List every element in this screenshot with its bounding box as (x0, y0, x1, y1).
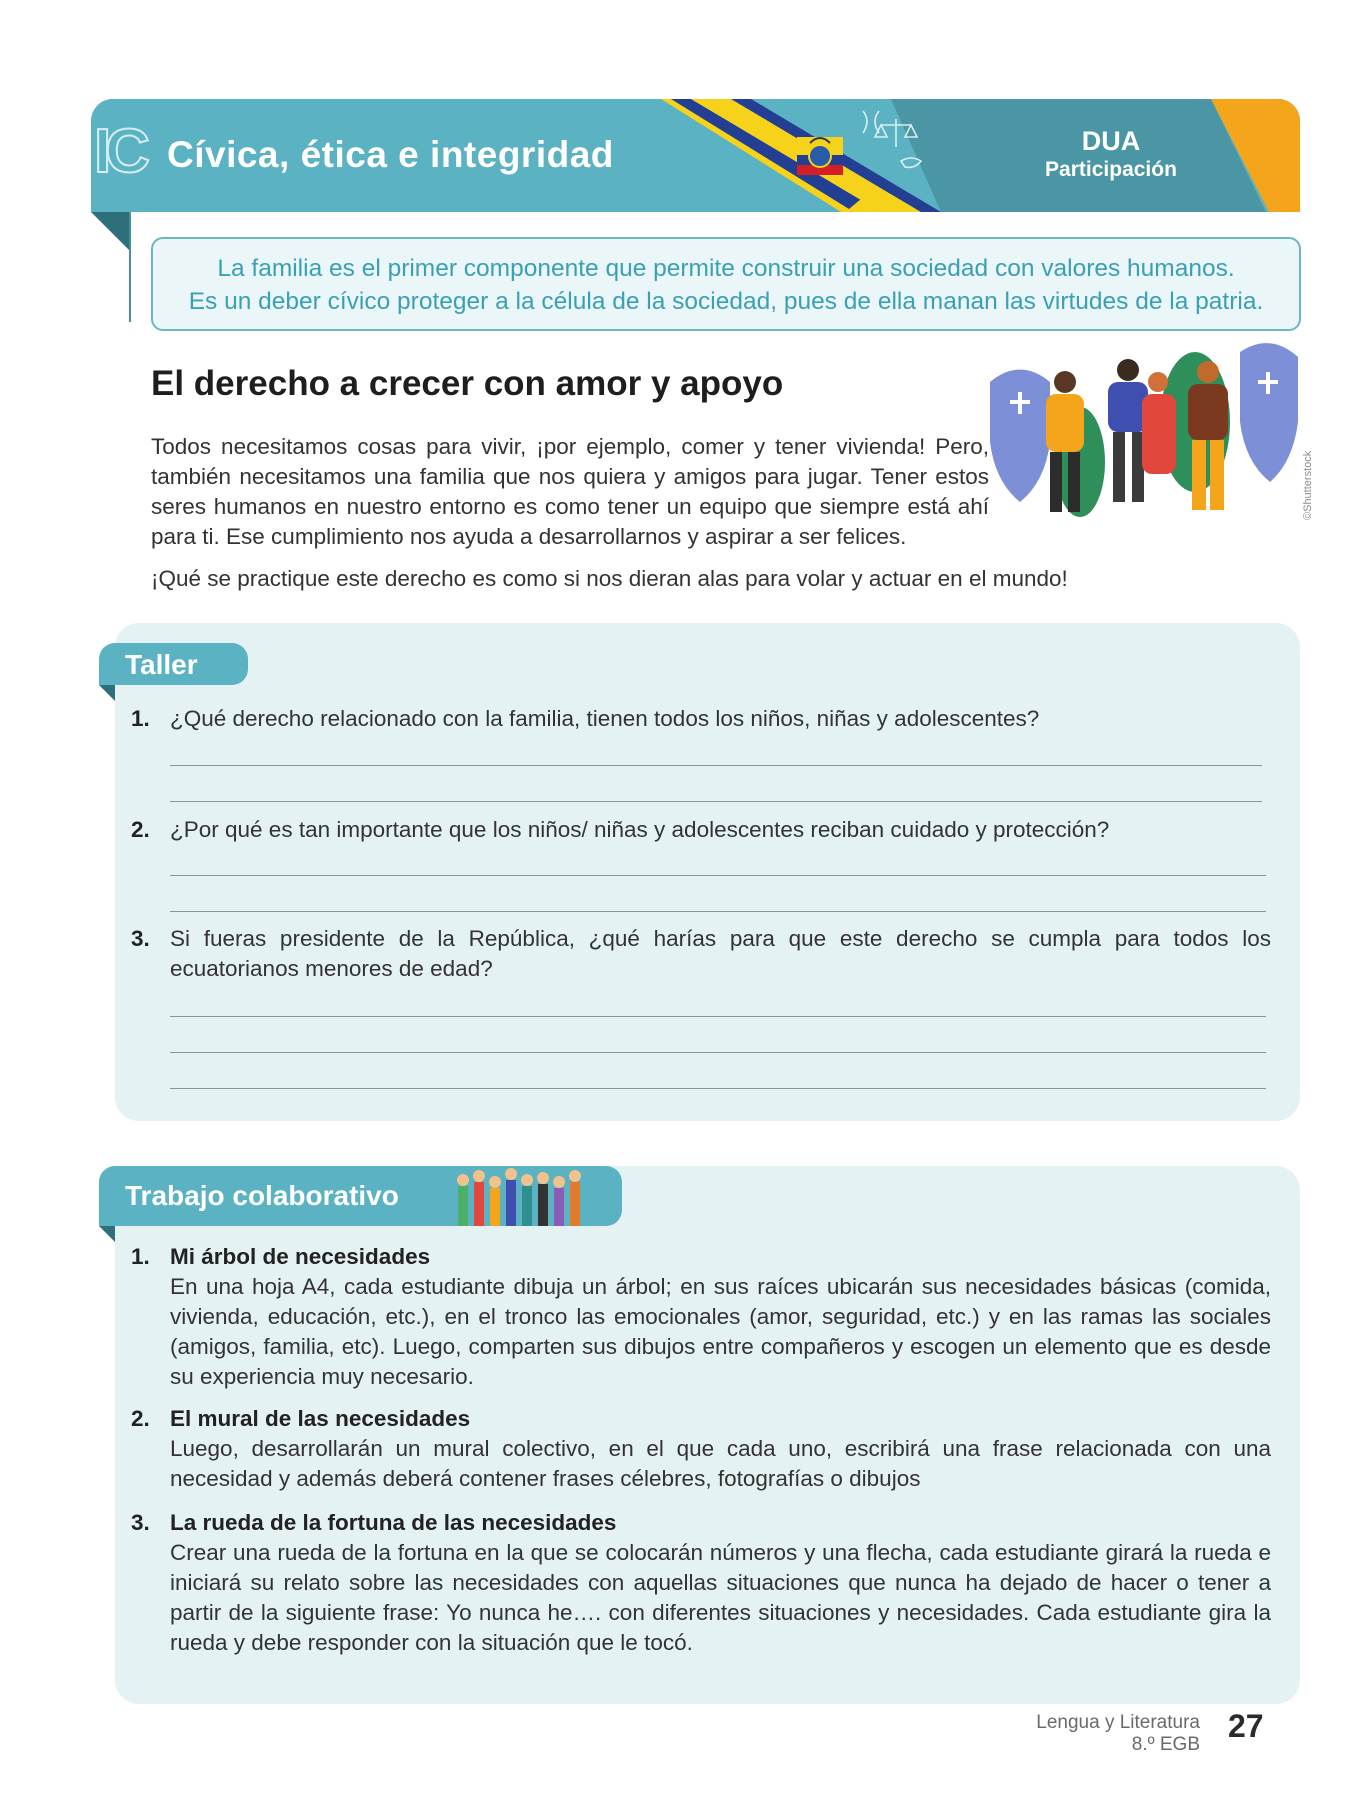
question-number: 1. (131, 706, 150, 731)
taller-tab: Taller (99, 643, 248, 685)
item-description: Luego, desarrollarán un mural colectivo, en el que cada uno, escribirá una frase relacionada con una necesidad y además deberá contener frases célebres, fotografías o dibujos (170, 1436, 1271, 1491)
item-title: La rueda de la fortuna de las necesidades (170, 1510, 617, 1535)
trabajo-item-3 (131, 1508, 1271, 1658)
answer-line[interactable] (170, 765, 1262, 766)
intro-line-1: La familia es el primer componente que permite construir una sociedad con valores humanos. (217, 255, 1235, 282)
intro-callout (151, 237, 1301, 331)
question-text: ¿Qué derecho relacionado con la familia, tienen todos los niños, niñas y adolescentes? (170, 706, 1040, 731)
image-credit: ©Shutterstock (1302, 450, 1314, 520)
section-paragraph: Todos necesitamos cosas para vivir, ¡por ejemplo, comer y tener vivienda! Pero, también necesitamos una familia que nos quiera y amigos para jugar. Tener estos seres humanos en nuestro entorno es como tener un equipo que siempre está ahí para ti. Ese cumplimiento nos ayuda a desarrollarnos y aspirar a ser felices. (151, 434, 989, 549)
trabajo-item-2 (131, 1404, 1271, 1494)
item-title: El mural de las necesidades (170, 1406, 471, 1431)
question-number: 3. (131, 926, 150, 951)
header-vertical-rule (129, 212, 131, 322)
section-header-banner (91, 99, 1300, 212)
answer-line[interactable] (170, 1088, 1266, 1089)
item-title: Mi árbol de necesidades (170, 1244, 431, 1269)
trabajo-item-1 (131, 1242, 1271, 1392)
answer-line[interactable] (170, 911, 1266, 912)
answer-line[interactable] (170, 801, 1262, 802)
family-illustration (980, 342, 1300, 542)
item-number: 1. (131, 1244, 150, 1269)
dua-title: DUA (1081, 126, 1141, 156)
item-number: 3. (131, 1510, 150, 1535)
raised-hands-icon (454, 1166, 590, 1226)
question-text: ¿Por qué es tan importante que los niños/ niñas y adolescentes reciban cuidado y protección? (170, 817, 1110, 842)
answer-line[interactable] (170, 875, 1266, 876)
intro-line-2: Es un deber cívico proteger a la célula de la sociedad, pues de ella manan las virtudes de la patria. (188, 288, 1264, 315)
item-number: 2. (131, 1406, 150, 1431)
footer-subject-name: Lengua y Literatura (1036, 1712, 1200, 1733)
question-number: 2. (131, 817, 150, 842)
subject-logo: IC (94, 117, 144, 186)
header-fold-decoration (91, 212, 131, 252)
taller-panel (115, 623, 1300, 1121)
question-text: Si fueras presidente de la República, ¿qué harías para que este derecho se cumpla para todos los ecuatorianos menores de edad? (170, 926, 1271, 981)
taller-tab-corner (99, 685, 115, 701)
section-closing: ¡Qué se practique este derecho es como si nos dieran alas para volar y actuar en el mundo! (151, 566, 1068, 591)
section-title-banner: Cívica, ética e integridad (167, 134, 614, 175)
dua-label (1021, 127, 1201, 183)
taller-question-2 (131, 815, 1271, 845)
dua-subtitle: Participación (1045, 157, 1177, 181)
footer-subject (950, 1712, 1200, 1756)
trabajo-tab-corner (99, 1226, 115, 1242)
item-description: Crear una rueda de la fortuna en la que se colocarán números y una flecha, cada estudiante girará la rueda e iniciará su relato sobre las necesidades con aquellas situaciones que nunca ha dejado de hacer o tener a partir de la siguiente frase: Yo nunca he…. con diferentes situaciones y necesidades. Cada estudiante gira la rueda y debe responder con la situación que le tocó. (170, 1540, 1271, 1655)
trabajo-tab: Trabajo colaborativo (99, 1166, 622, 1226)
section-heading: El derecho a crecer con amor y apoyo (151, 364, 784, 403)
item-description: En una hoja A4, cada estudiante dibuja un árbol; en sus raíces ubicarán sus necesidades básicas (comida, vivienda, educación, etc.), en el tronco las emocionales (amor, seguridad, etc.) y en las ramas las sociales (amigos, familia, etc). Luego, comparten sus dibujos entre compañeros y escogen un elemento que es desde su experiencia muy necesario. (170, 1274, 1271, 1389)
page-number: 27 (1228, 1708, 1264, 1744)
taller-question-1 (131, 704, 1271, 734)
footer-grade: 8.º EGB (1131, 1734, 1200, 1755)
answer-line[interactable] (170, 1016, 1266, 1017)
taller-question-3 (131, 924, 1271, 984)
answer-line[interactable] (170, 1052, 1266, 1053)
